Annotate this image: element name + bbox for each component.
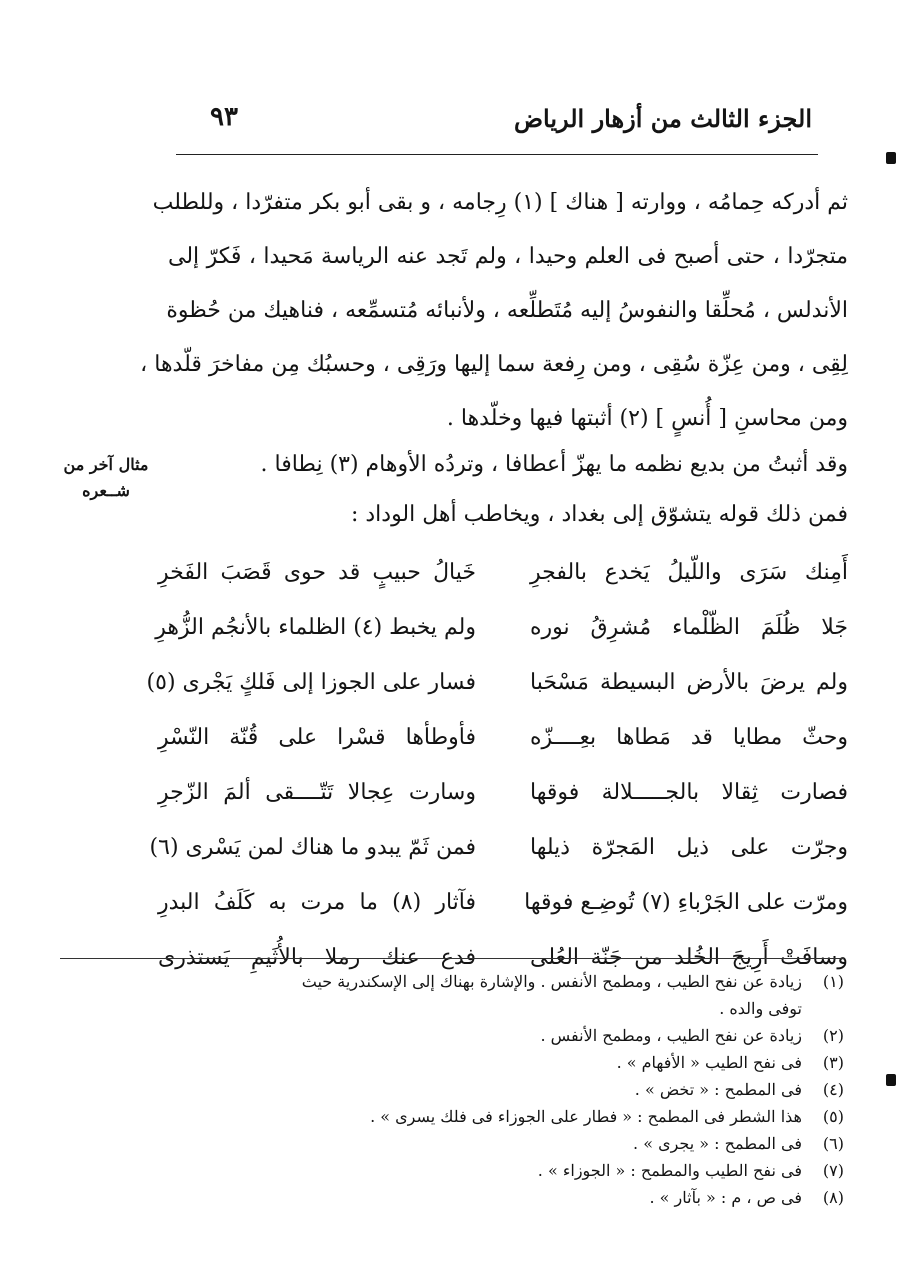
verse-second-hemistich: فأوطأها قسْرا على قُنّة النّسْرِ — [158, 725, 476, 750]
verse-first-hemistich: فصارت ثِقالا بالجـــــلالة فوقها — [530, 780, 848, 805]
footnote-text: فى المطمح : « تخض » . — [634, 1080, 802, 1099]
footnote-number: (٨) — [822, 1188, 844, 1207]
verse — [158, 545, 848, 600]
verse-first-hemistich: ومرّت على الجَرْباءِ (٧) تُوضِـع فوقها — [524, 890, 848, 915]
footnote-number: (٢) — [822, 1026, 844, 1045]
footnote — [60, 1130, 844, 1157]
verse-first-hemistich: وحثّ مطايا قد مَطاها بعِــــزّه — [530, 725, 848, 750]
verse-second-hemistich: خَيالُ حبيبٍ قد حوى قَصَبَ الفَخرِ — [158, 560, 476, 585]
prose-line: لِقِى ، ومن عِزّة سُقِى ، ومن رِفعة سما إليها ورَقِى ، وحسبُك مِن مفاخرَ قلّدها ، — [140, 352, 848, 377]
footnote — [60, 1103, 844, 1130]
footnote-text: زيادة عن نفح الطيب ، ومطمح الأنفس . — [540, 1026, 802, 1045]
verse-first-hemistich: وجرّت على ذيل المَجرّة ذيلها — [530, 835, 848, 860]
verse-first-hemistich: أَمِنك سَرَى واللّيلُ يَخدع بالفجرِ — [530, 560, 848, 585]
footnote-continuation: توفى والده . — [719, 999, 802, 1018]
prose-line: ومن محاسنِ [ أُنسٍ ] (٢) أثبتها فيها وخلّدها . — [446, 406, 848, 431]
prose-line: الأندلس ، مُحلِّقا والنفوسُ إليه مُتَطلِّعه ، ولأنبائه مُتسمِّعه ، فناهيك من حُظوة — [166, 298, 848, 323]
footnote — [60, 1076, 844, 1103]
verse-second-hemistich: فدع عنك رملا بالأُثَيمِ يَستذرى — [158, 945, 476, 970]
verse-second-hemistich: فسار على الجوزا إلى فَلكٍ يَجْرى (٥) — [146, 670, 476, 695]
verse-first-hemistich: وسافَتْ أَرِيجَ الخُلد من جَنّة العُلى — [530, 945, 848, 970]
footnote-divider — [60, 958, 844, 959]
verse — [155, 600, 848, 655]
verse-second-hemistich: فمن ثَمّ يبدو ما هناك لمن يَسْرى (٦) — [149, 835, 476, 860]
footnote-text: فى نفح الطيب « الأفهام » . — [616, 1053, 802, 1072]
margin-note-line: شــعره — [82, 481, 130, 500]
footnote-number: (٤) — [822, 1080, 844, 1099]
footnote-number: (٣) — [822, 1053, 844, 1072]
prose-line: متجرّدا ، حتى أصبح فى العلم وحيدا ، ولم تَجد عنه الرياسة مَحيدا ، فَكرّ إلى — [168, 244, 848, 269]
page-number: ٩٣ — [210, 102, 238, 132]
verse-second-hemistich: ولم يخبط (٤) الظلماء بالأنجُم الزُّهرِ — [155, 615, 476, 640]
verse-second-hemistich: وسارت عِجالا تَتّــــقى ألمَ الزّجرِ — [158, 780, 476, 805]
verse-first-hemistich: ولم يرضَ بالأرض البسيطة مَسْحَبا — [530, 670, 848, 695]
footnote — [60, 1049, 844, 1076]
verse — [158, 710, 848, 765]
prose-paragraph — [140, 176, 848, 446]
footnote-text: زيادة عن نفح الطيب ، ومطمح الأنفس . والإشارة بهناك إلى الإسكندرية حيث — [301, 972, 802, 991]
verse — [146, 655, 848, 710]
verse-second-hemistich: فآثار (٨) ما مرت به كَلَفُ البدرِ — [158, 890, 477, 915]
footnote-text: فى ص ، م : « بآثار » . — [649, 1188, 802, 1207]
margin-dot-bottom — [886, 1074, 896, 1086]
running-title: الجزء الثالث من أزهار الرياض — [513, 104, 812, 133]
footnotes — [60, 968, 844, 1211]
intro-line: فمن ذلك قوله يتشوّق إلى بغداد ، ويخاطب أهل الوداد : — [350, 502, 848, 527]
footnote — [60, 968, 844, 995]
poem — [146, 545, 848, 985]
verse — [158, 875, 848, 930]
verse-first-hemistich: جَلا ظُلَمَ الظّلْماء مُشرِقُ نوره — [530, 615, 848, 640]
margin-note — [56, 452, 156, 504]
margin-note-line: مثال آخر من — [63, 455, 149, 474]
footnote — [60, 1022, 844, 1049]
footnote — [60, 1184, 844, 1211]
verse — [158, 765, 848, 820]
footnote-number: (٧) — [822, 1161, 844, 1180]
footnote-number: (٦) — [822, 1134, 844, 1153]
running-header — [176, 98, 818, 155]
footnote-text: فى المطمح : « يجرى » . — [633, 1134, 802, 1153]
margin-dot-top — [886, 152, 896, 164]
footnote — [60, 1157, 844, 1184]
footnote-text: هذا الشطر فى المطمح : « فطار على الجوزاء فى فلك يسرى » . — [370, 1107, 802, 1126]
verse — [149, 820, 848, 875]
footnote-text: فى نفح الطيب والمطمح : « الجوزاء » . — [537, 1161, 802, 1180]
prose-line: ثم أدركه حِمامُه ، ووارته [ هناك ] (١) رِجامه ، و بقى أبو بكر متفرّدا ، وللطلب — [152, 190, 848, 215]
intro-line: وقد أثبتُ من بديع نظمه ما يهزّ أعطافا ، وتردُه الأوهام (٣) نِطافا . — [260, 452, 848, 477]
footnote-number: (٥) — [822, 1107, 844, 1126]
footnote-number: (١) — [822, 972, 844, 991]
